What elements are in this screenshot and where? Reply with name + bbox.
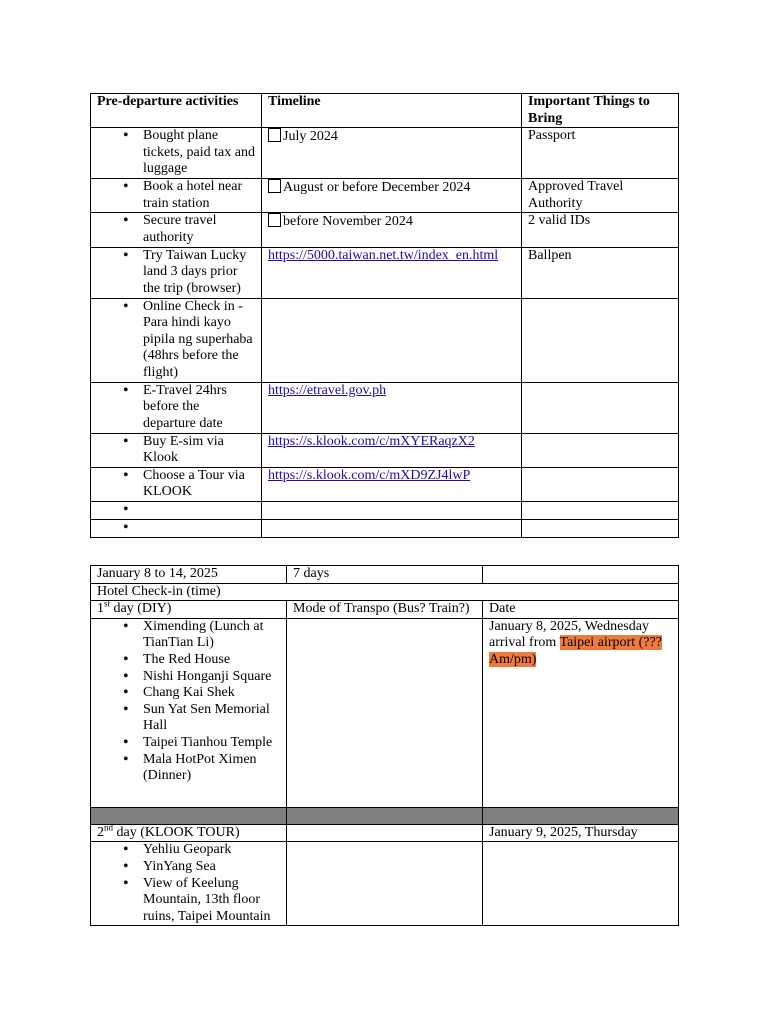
hotel-checkin-label: Hotel Check-in (time) <box>91 583 679 601</box>
pre-departure-table-body <box>91 94 679 538</box>
trip-duration: 7 days <box>287 566 483 584</box>
timeline-cell <box>262 128 522 179</box>
separator-cell <box>287 807 483 824</box>
empty-cell <box>483 566 679 584</box>
day2-label: day (KLOOK TOUR) <box>113 824 240 840</box>
timeline-link[interactable]: https://etravel.gov.ph <box>268 382 387 398</box>
activity-list <box>97 520 255 537</box>
activity-list <box>97 502 255 519</box>
table-row <box>91 382 679 433</box>
day2-content-row <box>91 842 679 926</box>
empty-cell <box>287 824 483 842</box>
itinerary-item: • Mala HotPot Ximen (Dinner) <box>97 752 280 785</box>
checkbox-icon[interactable] <box>268 213 281 227</box>
header-things-to-bring: Important Things to Bring <box>522 94 679 128</box>
table-row <box>91 179 679 213</box>
activity-item: • Secure travel authority <box>97 213 255 246</box>
day2-date-cell <box>483 842 679 926</box>
day2-header-row <box>91 824 679 842</box>
day2-title <box>91 824 287 842</box>
day2-date: January 9, 2025, Thursday <box>483 824 679 842</box>
bring-cell <box>522 519 679 537</box>
pre-departure-table <box>90 93 679 538</box>
day1-activities-cell <box>91 618 287 807</box>
day1-label: day (DIY) <box>110 601 172 617</box>
timeline-cell <box>262 433 522 467</box>
bring-cell <box>522 382 679 433</box>
day1-content-row <box>91 618 679 807</box>
airport-highlight: Taipei airport (??? Am/pm) <box>489 635 662 667</box>
activity-list <box>97 213 255 246</box>
activity-list <box>97 128 255 178</box>
timeline-cell <box>262 179 522 213</box>
timeline-text: before November 2024 <box>283 214 413 230</box>
header-timeline: Timeline <box>262 94 522 128</box>
separator-cell <box>91 807 287 824</box>
table-row <box>91 128 679 179</box>
itinerary-item: • Sun Yat Sen Memorial Hall <box>97 702 280 735</box>
trip-dates: January 8 to 14, 2025 <box>91 566 287 584</box>
activity-item: • Book a hotel near train station <box>97 179 255 212</box>
day1-header-row <box>91 601 679 619</box>
table-header-row <box>91 94 679 128</box>
table-row <box>91 501 679 519</box>
timeline-cell <box>262 519 522 537</box>
transport-header: Mode of Transpo (Bus? Train?) <box>287 601 483 619</box>
header-activities: Pre-departure activities <box>91 94 262 128</box>
day2-activity-list <box>97 842 280 925</box>
day1-number: 1 <box>97 601 104 617</box>
activity-cell <box>91 382 262 433</box>
day2-number: 2 <box>97 824 104 840</box>
timeline-cell <box>262 467 522 501</box>
activity-list <box>97 179 255 212</box>
itinerary-item: • Taipei Tianhou Temple <box>97 735 280 752</box>
day1-activity-list <box>97 619 280 785</box>
table-row <box>91 433 679 467</box>
itinerary-item: • Nishi Honganji Square <box>97 669 280 686</box>
activity-list <box>97 299 255 382</box>
checkbox-icon[interactable] <box>268 128 281 142</box>
activity-cell <box>91 247 262 298</box>
itinerary-table <box>90 565 679 926</box>
itinerary-item: • YinYang Sea <box>97 859 280 876</box>
separator-cell <box>483 807 679 824</box>
activity-list <box>97 248 255 298</box>
timeline-cell <box>262 247 522 298</box>
bring-cell: 2 valid IDs <box>522 213 679 247</box>
day2-ordinal: nd <box>104 822 113 833</box>
day1-transport-cell <box>287 618 483 807</box>
activity-cell <box>91 501 262 519</box>
activity-list <box>97 383 255 433</box>
day1-date-cell <box>483 618 679 807</box>
activity-item <box>97 520 255 537</box>
itinerary-summary-row <box>91 566 679 584</box>
timeline-cell <box>262 501 522 519</box>
activity-list <box>97 468 255 501</box>
activity-item: • Choose a Tour via KLOOK <box>97 468 255 501</box>
bring-cell <box>522 433 679 467</box>
activity-cell <box>91 179 262 213</box>
activity-item: • Buy E-sim via Klook <box>97 434 255 467</box>
day1-date-text: January 8, 2025, Wednesday arrival from <box>489 618 649 651</box>
day2-activities-cell <box>91 842 287 926</box>
activity-cell <box>91 298 262 382</box>
timeline-text: July 2024 <box>283 129 338 145</box>
timeline-link[interactable]: https://5000.taiwan.net.tw/index_en.html <box>268 247 499 263</box>
hotel-checkin-row <box>91 583 679 601</box>
activity-item: • Online Check in - Para hindi kayo pipila ng superhaba (48hrs before the flight) <box>97 299 255 382</box>
bring-cell: Approved Travel Authority <box>522 179 679 213</box>
table-row <box>91 519 679 537</box>
activity-cell <box>91 213 262 247</box>
table-row <box>91 247 679 298</box>
bring-cell <box>522 501 679 519</box>
activity-item: • E-Travel 24hrs before the departure date <box>97 383 255 433</box>
activity-item: • Bought plane tickets, paid tax and luggage <box>97 128 255 178</box>
itinerary-item: • View of Keelung Mountain, 13th floor ruins, Taipei Mountain <box>97 876 280 926</box>
bring-cell <box>522 298 679 382</box>
checkbox-icon[interactable] <box>268 179 281 193</box>
activity-list <box>97 434 255 467</box>
day1-ordinal: st <box>104 598 111 609</box>
timeline-cell <box>262 382 522 433</box>
itinerary-item: • Ximending (Lunch at TianTian Li) <box>97 619 280 652</box>
itinerary-item: • The Red House <box>97 652 280 669</box>
table-row <box>91 467 679 501</box>
table-row <box>91 213 679 247</box>
timeline-cell <box>262 213 522 247</box>
bring-cell: Passport <box>522 128 679 179</box>
timeline-link[interactable]: https://s.klook.com/c/mXYERaqzX2 <box>268 433 475 449</box>
activity-cell <box>91 519 262 537</box>
itinerary-item: • Chang Kai Shek <box>97 685 280 702</box>
activity-cell <box>91 467 262 501</box>
date-header: Date <box>483 601 679 619</box>
activity-cell <box>91 128 262 179</box>
day1-title <box>91 598 287 619</box>
bring-cell: Ballpen <box>522 247 679 298</box>
timeline-text: August or before December 2024 <box>283 180 471 196</box>
separator-row <box>91 807 679 824</box>
day2-transport-cell <box>287 842 483 926</box>
activity-item: • Try Taiwan Lucky land 3 days prior the trip (browser) <box>97 248 255 298</box>
activity-item <box>97 502 255 519</box>
timeline-cell <box>262 298 522 382</box>
activity-cell <box>91 433 262 467</box>
bring-cell <box>522 467 679 501</box>
timeline-link[interactable]: https://s.klook.com/c/mXD9ZJ4lwP <box>268 467 471 483</box>
table-row <box>91 298 679 382</box>
itinerary-item: • Yehliu Geopark <box>97 842 280 859</box>
